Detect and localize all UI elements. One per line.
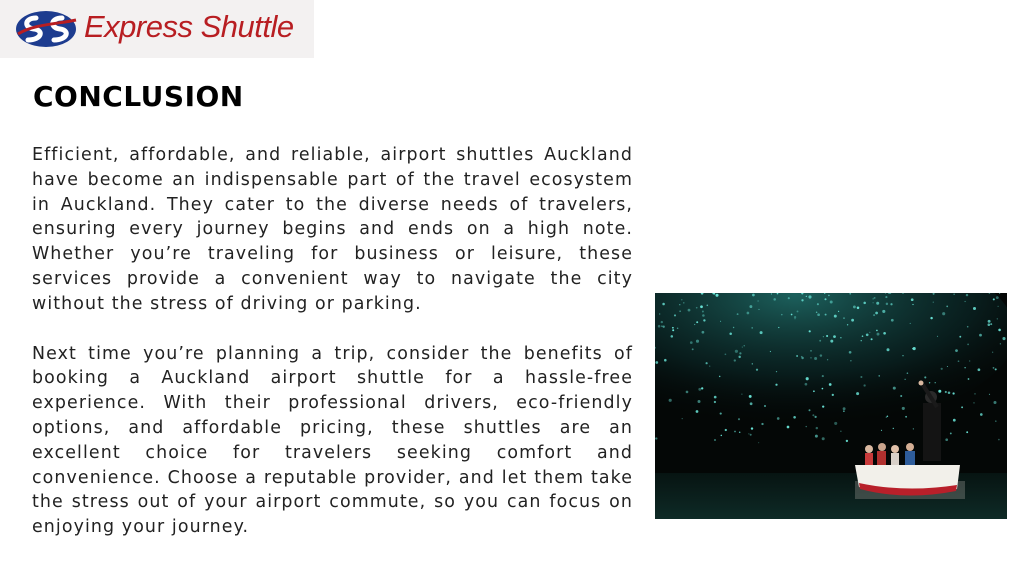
glowworm-cave-boat-photo — [655, 293, 1007, 519]
conclusion-text — [32, 143, 633, 540]
paragraph-1: Efficient, affordable, and reliable, airport shuttles Auckland have become an indispensable part of the travel ecosystem in Auckland. They cater to the diverse needs of travelers, ensuring every journey begins and ends on a high note. Whether you’re traveling for business or leisure, these services provide a convenient way to navigate the city without the stress of driving or parking. — [32, 145, 633, 314]
paragraph-2: Next time you’re planning a trip, consider the benefits of booking a Auckland airport shuttle for a hassle-free experience. With their professional drivers, eco-friendly options, and affordable pricing, these shuttles are an excellent choice for travelers seeking comfort and convenience. Choose a reputable provider, and let them take the stress out of your airport commute, so you can focus on enjoying your journey. — [32, 343, 633, 538]
es-logo-icon — [14, 8, 78, 50]
brand-logo — [0, 0, 314, 58]
page-title: CONCLUSION — [33, 80, 244, 113]
brand-name: Express Shuttle — [84, 9, 294, 44]
